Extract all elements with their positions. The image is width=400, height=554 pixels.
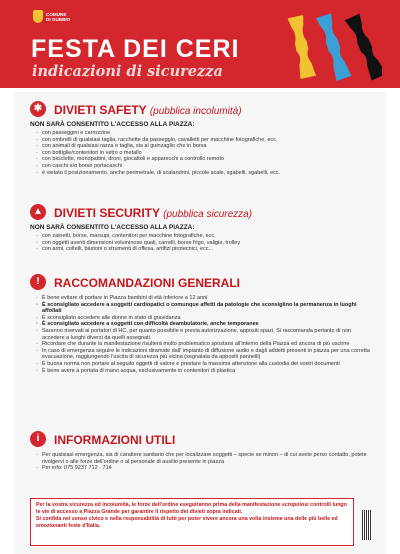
ceri-icon — [280, 8, 382, 86]
footer-notice — [30, 498, 354, 546]
list-item: · Per qualsiasi emergenza, sia di carattere sanitario che per localizzare soggetti – specie se minori – di cui avete perso contatto, potete rivolgervi o alle forze dell'ordine o al personale di ausilio presente in piazza — [34, 452, 374, 465]
header-banner — [0, 0, 400, 88]
list-item: · con caschi e/o borse portacaschi — [34, 163, 374, 170]
list-item: · È bene evitare di portare in Piazza bambini di età inferiore a 12 anni — [34, 295, 374, 302]
cero-blue — [316, 13, 352, 81]
comune-line-2: DI GUBBIO — [46, 17, 71, 23]
list-info — [34, 452, 374, 472]
footer-line-2: Si confida nel senso civico e nella responsabilità di tutti per poter vivere ancora una volta insieme una delle più belle ed emozionanti feste d'Italia. — [36, 516, 338, 529]
running-person-icon: ✱ — [30, 101, 46, 117]
list-security — [34, 233, 374, 253]
section-title-info: INFORMAZIONI UTILI — [54, 433, 176, 447]
section-heading-security: NON SARÀ CONSENTITO L'ACCESSO ALLA PIAZZA: — [30, 224, 195, 231]
section-title-security-paren: (pubblica sicurezza) — [163, 209, 253, 220]
exclamation-icon: ! — [30, 274, 46, 290]
list-item: · È sconsigliato accedere a soggetti cardiopatici o comunque affetti da patologie che sconsiglino la permanenza in luoghi affollati — [34, 302, 374, 315]
comune-crest-icon — [33, 10, 43, 23]
section-title-recommendations: RACCOMANDAZIONI GENERALI — [54, 276, 240, 290]
list-item: · con passeggini e carrozzine — [34, 130, 374, 137]
section-title-safety-paren: (pubblica incolumità) — [149, 106, 242, 117]
list-item: · con oggetti aventi dimensioni voluminose quali, carrelli, borse frigo, valigie, trolley — [34, 240, 374, 247]
list-item: · con armi, coltelli, bastoni o strumenti di offesa, artifizi pirotecnici, ecc... — [34, 246, 374, 253]
info-icon: i — [30, 431, 46, 447]
comune-line-1: COMUNE — [46, 12, 67, 17]
cero-yellow — [288, 15, 317, 79]
list-item: · con animali di qualsiasi razza e taglia, sia al guinzaglio che in borsa — [34, 143, 374, 150]
barcode-icon — [362, 510, 372, 540]
list-item: · con biciclette, monopattini, droni, giocattoli e apparecchi a controllo remoto — [34, 156, 374, 163]
section-title-security — [54, 206, 252, 222]
footer-line-1: Per la vostra sicurezza ed incolumità, le forze dell'ordine eseguiranno prima della manifestazione scrupolosi controlli lungo le vie di accesso a Piazza Grande per garantire il rispetto dei divieti sopra indicati. — [36, 502, 347, 515]
section-title-safety — [54, 103, 242, 119]
list-item: · Ricordare che durante la manifestazione risulterà molto problematico spostarsi all'interno della Piazza ed ancora di più uscirne — [34, 341, 374, 348]
section-heading-safety: NON SARÀ CONSENTITO L'ACCESSO ALLA PIAZZA: — [30, 121, 195, 128]
list-item: · Saranno riservati ai portatori di HC, per quanto possibile e previa autorizzazione, appositi spazi. Si raccomanda pertanto di non accedere a luoghi diversi da quelli assegnati. — [34, 328, 374, 341]
list-item: · È buona norma non portare al seguito oggetti di valore e prestare la massima attenzione alla custodia dei vostri documenti — [34, 361, 374, 368]
list-item: · In caso di emergenza seguire le indicazioni diramate dall' impianto di diffusione audio e dagli addetti presenti in piazza per una corretta evacuazione, raggiungendo l'uscita di sicurezza più vicina (segnalata da appositi pannelli) — [34, 348, 374, 361]
page-subtitle: indicazioni di sicurezza — [32, 63, 223, 80]
list-item: · con ombrelli di qualsiasi taglia, racchette da passeggio, cavalletti per macchine fotografiche, ecc. — [34, 137, 374, 144]
security-guard-icon: ▲ — [30, 204, 46, 220]
list-item: · È bene avere a portata di mano acqua, esclusivamente in contenitori di plastica — [34, 368, 374, 375]
list-recommendations — [34, 295, 374, 374]
list-item: · con bottiglie/contenitori in vetro o metallo — [34, 150, 374, 157]
list-item: · è vietato il posizionamento, anche perimetrale, di scalandrini, piccole scale, sgabelli, sgabelli, ecc. — [34, 170, 374, 177]
list-item: · Per info: 075 9237 712 - 714 — [34, 465, 374, 472]
list-safety — [34, 130, 374, 176]
list-item: · con zainetti, borse, marsupi, contenitori per macchine fotografiche, ecc. — [34, 233, 374, 240]
page-title: FESTA DEI CERI — [31, 35, 240, 63]
list-item: · È sconsigliato accedere alle donne in stato di gravidanza — [34, 315, 374, 322]
cero-black — [345, 14, 382, 81]
list-item: · È sconsigliato accedere a soggetti con difficoltà deambulatorie, anche temporanee — [34, 321, 374, 328]
section-title-security-main: DIVIETI SECURITY — [54, 206, 160, 220]
comune-label — [46, 12, 70, 23]
section-title-safety-main: DIVIETI SAFETY — [54, 103, 147, 117]
